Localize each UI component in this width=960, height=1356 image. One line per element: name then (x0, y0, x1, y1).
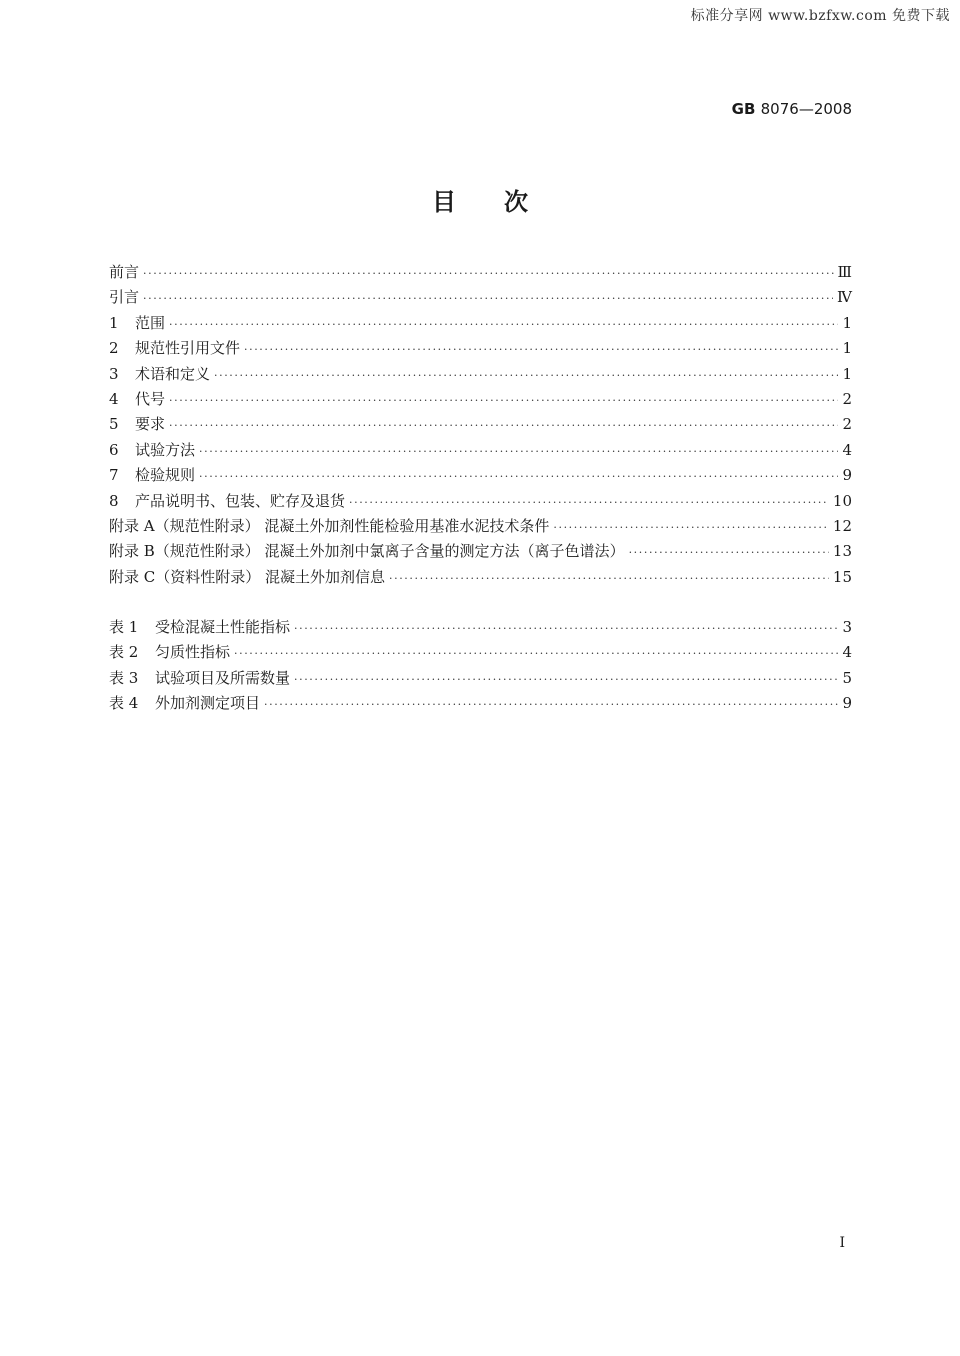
toc-entry[interactable] (109, 539, 852, 564)
toc-entry-number: 2 (109, 339, 119, 358)
toc-entry[interactable] (109, 514, 852, 539)
standard-prefix: GB (731, 100, 756, 118)
toc-entry-number: 4 (109, 389, 119, 408)
toc-entry[interactable] (109, 438, 852, 463)
table-entry[interactable] (109, 691, 852, 716)
toc-entry-page: 1 (842, 364, 852, 383)
toc-entry-page: Ⅲ (837, 263, 852, 281)
toc-entry[interactable] (109, 565, 852, 590)
standard-code (732, 100, 852, 118)
toc-leader-dots (143, 286, 833, 311)
toc-entry-page: 10 (832, 491, 852, 510)
toc-leader-dots (553, 515, 829, 540)
toc-entry[interactable] (109, 285, 852, 310)
toc-entry-label: 1 范围 (109, 311, 169, 336)
toc-entry[interactable] (109, 387, 852, 412)
toc-leader-dots (199, 439, 838, 464)
toc-entry-page: 1 (842, 313, 852, 332)
toc-entry-number: 3 (109, 364, 119, 383)
toc-entry-label: 附录 C（资料性附录） 混凝土外加剂信息 (109, 567, 386, 586)
table-entry-label: 表 3 试验项目及所需数量 (109, 666, 294, 691)
toc-entry-page: 9 (842, 466, 852, 485)
toc-entry-label: 6 试验方法 (109, 438, 199, 463)
table-list (109, 615, 852, 717)
toc-entry-page: 15 (832, 567, 852, 586)
table-entry-number: 表 1 (109, 618, 139, 636)
toc-leader-dots (199, 464, 838, 489)
table-entry-page: 5 (842, 668, 852, 687)
toc-entry-label: 3 术语和定义 (109, 362, 214, 387)
toc-entry-label: 7 检验规则 (109, 463, 199, 488)
table-entry-label: 表 1 受检混凝土性能指标 (109, 615, 294, 640)
toc-leader-dots (169, 312, 838, 337)
toc-entry-label: 附录 A（规范性附录） 混凝土外加剂性能检验用基准水泥技术条件 (109, 516, 550, 535)
toc-entry[interactable] (109, 336, 852, 361)
watermark: 标准分享网 www.bzfxw.com 免费下载 (690, 8, 950, 24)
toc-list (109, 260, 852, 590)
toc-entry-page: 2 (842, 415, 852, 434)
table-entry-number: 表 2 (109, 643, 139, 662)
toc-entry-label: 8 产品说明书、包装、贮存及退货 (109, 489, 349, 514)
toc-entry-label: 附录 B（规范性附录） 混凝土外加剂中氯离子含量的测定方法（离子色谱法） (109, 542, 625, 561)
table-entry-page: 4 (842, 643, 852, 662)
table-entry-number: 表 3 (109, 668, 139, 687)
toc-leader-dots (169, 388, 838, 413)
toc-entry-page: 2 (842, 389, 852, 408)
toc-entry-label: 引言 (109, 288, 140, 307)
standard-number: 8076—2008 (760, 100, 852, 118)
toc-entry-page: 12 (832, 516, 852, 535)
toc-entry-number: 7 (109, 466, 119, 485)
toc-entry[interactable] (109, 362, 852, 387)
toc-entry-page: 13 (832, 542, 852, 561)
toc-leader-dots (349, 490, 829, 515)
table-entry-page: 9 (842, 694, 852, 713)
table-entry[interactable] (109, 666, 852, 691)
toc-leader-dots (294, 667, 838, 692)
toc-leader-dots (214, 363, 838, 388)
page-number: I (839, 1235, 845, 1251)
toc-entry[interactable] (109, 260, 852, 285)
table-entry-label: 表 2 匀质性指标 (109, 640, 234, 665)
toc-entry-page: 4 (842, 440, 852, 459)
page-title: 目次 (432, 188, 576, 216)
toc-entry-label: 前言 (109, 263, 140, 281)
table-entry[interactable] (109, 640, 852, 665)
toc-leader-dots (264, 692, 838, 717)
toc-leader-dots (294, 616, 838, 641)
toc-entry-number: 8 (109, 491, 119, 510)
toc-entry-label: 2 规范性引用文件 (109, 336, 244, 361)
toc-entry[interactable] (109, 489, 852, 514)
toc-entry[interactable] (109, 412, 852, 437)
toc-entry-number: 1 (109, 313, 119, 332)
toc-entry-page: Ⅳ (837, 288, 852, 307)
toc-leader-dots (143, 261, 834, 286)
toc-leader-dots (169, 413, 838, 438)
toc-leader-dots (629, 540, 829, 565)
toc-leader-dots (389, 566, 829, 591)
table-entry-page: 3 (842, 618, 852, 636)
table-entry-label: 表 4 外加剂测定项目 (109, 691, 264, 716)
toc-leader-dots (234, 641, 838, 666)
toc-leader-dots (244, 337, 838, 362)
toc-entry-label: 4 代号 (109, 387, 169, 412)
toc-entry-label: 5 要求 (109, 412, 169, 437)
table-entry[interactable] (109, 615, 852, 640)
toc-entry-number: 5 (109, 415, 119, 434)
toc-entry-number: 6 (109, 440, 119, 459)
toc-entry-page: 1 (842, 339, 852, 358)
toc-entry[interactable] (109, 311, 852, 336)
table-entry-number: 表 4 (109, 694, 139, 713)
toc-entry[interactable] (109, 463, 852, 488)
